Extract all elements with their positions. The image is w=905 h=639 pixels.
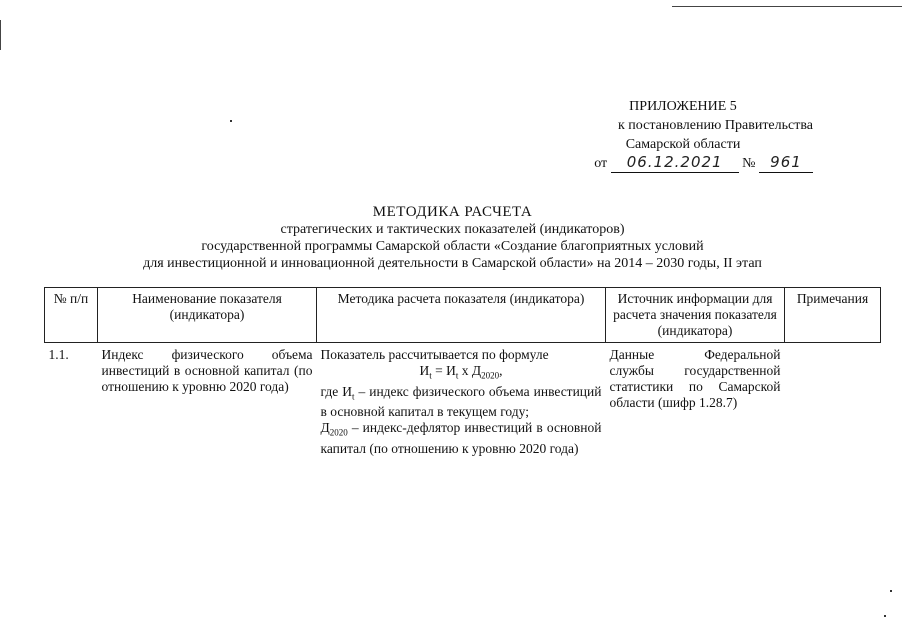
appendix-region-line: Самарской области: [625, 137, 741, 152]
appendix-header: [553, 97, 813, 173]
number-label: №: [742, 156, 756, 171]
scan-edge-line: [672, 6, 902, 7]
header-name: Наименование показателя (индикатора): [98, 288, 317, 343]
cell-source: Данные Федеральной службы государственной статистики по Самарской области (шифр 1.28.7): [609, 347, 781, 410]
cell-method: [317, 343, 606, 462]
formula: $И_t = И_t$ х $Д_{2020}$,: [419, 363, 503, 381]
cell-notes: [785, 343, 881, 462]
scan-speck: [884, 615, 886, 617]
scan-speck: [890, 590, 892, 592]
appendix-decree-line: к постановлению Правительства: [617, 118, 813, 133]
header-method: Методика расчета показателя (индикатора): [317, 288, 606, 343]
table-header-row: [45, 288, 881, 343]
formula-deflator: $Д_{2020}$ – индекс-дефлятор инвестиций в основной капитал (по отношению к уровню 2020 года): [320, 420, 602, 457]
document-main-title: МЕТОДИКА РАСЧЕТА: [372, 204, 533, 220]
handwritten-date: 06.12.2021: [626, 153, 723, 171]
handwritten-number: 961: [770, 153, 802, 171]
document-title-line2: стратегических и тактических показателей (индикаторов): [280, 222, 625, 237]
appendix-title: ПРИЛОЖЕНИЕ 5: [629, 99, 737, 114]
header-notes: Примечания: [785, 288, 881, 343]
from-label: от: [594, 156, 608, 171]
appendix-date-line: [553, 154, 813, 173]
document-title: [0, 204, 905, 272]
method-intro: Показатель рассчитывается по формуле: [320, 347, 549, 362]
cell-name: Индекс физического объема инвестиций в основной капитал (по отношению к уровню 2020 года): [101, 347, 313, 394]
scan-speck: [230, 120, 232, 122]
formula-where: где $И_t$ – индекс физического объема инвестиций в основной капитал в текущем году;: [320, 383, 602, 420]
header-num: № п/п: [45, 288, 98, 343]
cell-num: 1.1.: [48, 347, 69, 362]
header-source: Источник информации для расчета значения показателя (индикатора): [606, 288, 785, 343]
document-title-line4: для инвестиционной и инновационной деятельности в Самарской области» на 2014 – 2030 годы, II этап: [143, 256, 762, 271]
table-row: [45, 343, 881, 462]
document-title-line3: государственной программы Самарской области «Создание благоприятных условий: [201, 239, 704, 254]
indicator-table: [44, 287, 881, 461]
scan-edge-line: [0, 20, 1, 50]
